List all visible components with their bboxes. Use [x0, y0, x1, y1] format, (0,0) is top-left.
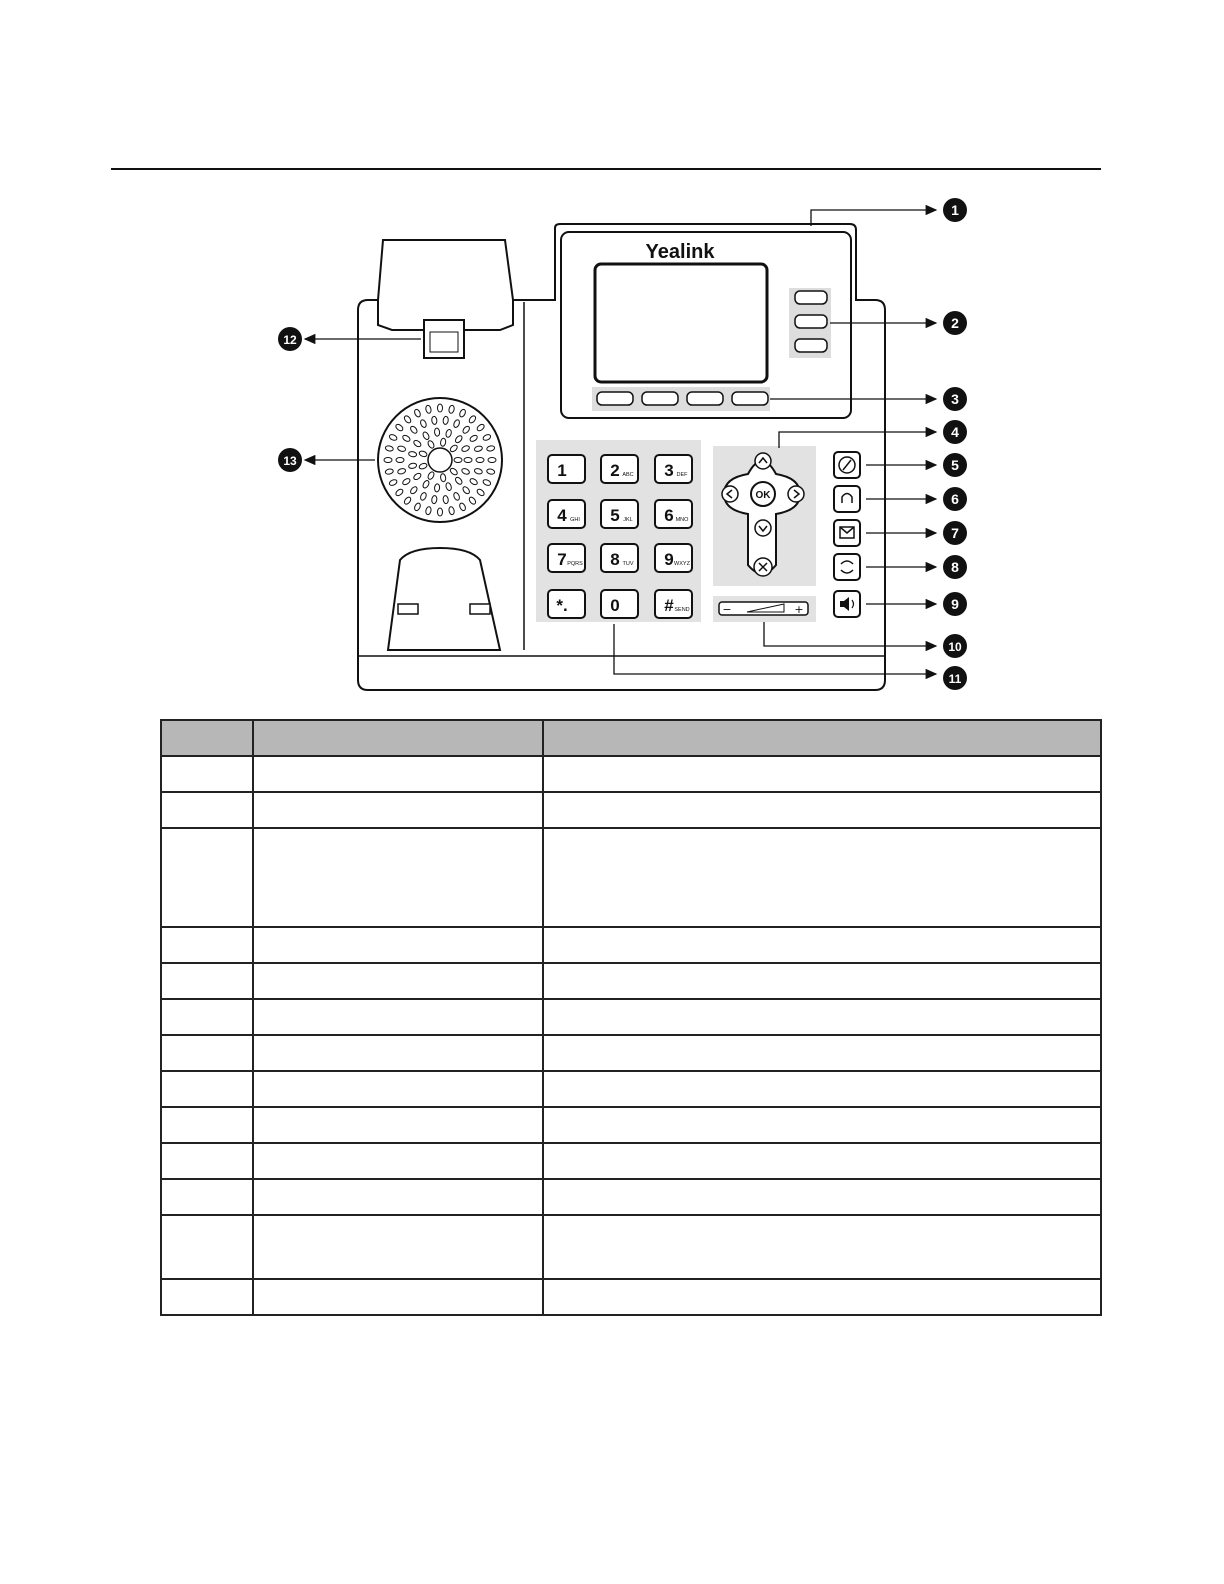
- key-digit: 4: [557, 506, 567, 525]
- cell-no: [161, 828, 253, 927]
- cell-no: [161, 1279, 253, 1315]
- cell-no: [161, 1143, 253, 1179]
- volume-plus-label: +: [794, 603, 804, 616]
- callout-8: [943, 555, 967, 579]
- callout-number: 3: [951, 391, 959, 407]
- cell-no: [161, 1035, 253, 1071]
- callout-number: 6: [951, 491, 959, 507]
- cell-item: [253, 792, 543, 828]
- table-row: [161, 999, 1101, 1035]
- soft-key-2[interactable]: [642, 392, 678, 405]
- soft-key-4[interactable]: [732, 392, 768, 405]
- cell-item: [253, 1071, 543, 1107]
- callout-10: [943, 634, 967, 658]
- callout-4: [943, 420, 967, 444]
- nav-down-key[interactable]: [755, 520, 771, 536]
- callout-number: 5: [951, 457, 959, 473]
- nav-right-key[interactable]: [788, 486, 804, 502]
- keypad-key-3[interactable]: [655, 455, 692, 483]
- cell-description: [543, 756, 1101, 792]
- table-row: [161, 1215, 1101, 1279]
- cell-no: [161, 927, 253, 963]
- callout-7: [943, 521, 967, 545]
- line-key-1[interactable]: [795, 291, 827, 304]
- cell-no: [161, 792, 253, 828]
- header-description: [543, 720, 1101, 756]
- keypad-key-4[interactable]: [548, 500, 585, 528]
- key-letters: WXYZ: [674, 561, 690, 567]
- soft-key-1[interactable]: [597, 392, 633, 405]
- cell-item: [253, 1279, 543, 1315]
- key-digit: 8: [610, 550, 620, 569]
- keypad-key-9[interactable]: [655, 544, 692, 572]
- cell-description: [543, 1279, 1101, 1315]
- table-row: [161, 1279, 1101, 1315]
- keypad-key-6[interactable]: [655, 500, 692, 528]
- cell-no: [161, 1107, 253, 1143]
- cell-description: [543, 927, 1101, 963]
- cell-item: [253, 999, 543, 1035]
- cell-description: [543, 792, 1101, 828]
- cell-description: [543, 999, 1101, 1035]
- callout-11: [943, 666, 967, 690]
- table-row: [161, 756, 1101, 792]
- callout-number: 11: [948, 672, 962, 686]
- callout-3: [943, 387, 967, 411]
- table-header-row: [161, 720, 1101, 756]
- callout-number: 8: [951, 559, 959, 575]
- callout-12: [278, 327, 302, 351]
- headset-key[interactable]: [834, 486, 860, 512]
- table-row: [161, 927, 1101, 963]
- key-digit: #: [664, 596, 674, 615]
- key-letters: JKL: [623, 517, 633, 523]
- cell-description: [543, 1035, 1101, 1071]
- callout-number: 10: [948, 640, 962, 654]
- callout-1: [943, 198, 967, 222]
- callout-number: 2: [951, 315, 959, 331]
- key-letters: GHI: [570, 517, 580, 523]
- line-key-2[interactable]: [795, 315, 827, 328]
- cell-item: [253, 828, 543, 927]
- callout-number: 13: [283, 454, 297, 468]
- key-digit: 9: [664, 550, 674, 569]
- cell-description: [543, 1179, 1101, 1215]
- cell-item: [253, 1035, 543, 1071]
- soft-key-3[interactable]: [687, 392, 723, 405]
- cell-item: [253, 1143, 543, 1179]
- key-letters: PQRS: [567, 561, 583, 567]
- key-digit: 0: [610, 596, 620, 615]
- callout-2: [943, 311, 967, 335]
- cell-description: [543, 1071, 1101, 1107]
- table-row: [161, 1107, 1101, 1143]
- cell-no: [161, 756, 253, 792]
- cell-item: [253, 927, 543, 963]
- keypad-key-12[interactable]: [655, 590, 692, 618]
- cell-description: [543, 1143, 1101, 1179]
- key-digit: 6: [664, 506, 674, 525]
- callout-5: [943, 453, 967, 477]
- callout-6: [943, 487, 967, 511]
- cell-no: [161, 963, 253, 999]
- callout-13: [278, 448, 302, 472]
- key-letters: SEND: [674, 607, 690, 613]
- cell-description: [543, 1215, 1101, 1279]
- keypad-key-7[interactable]: [548, 544, 585, 572]
- line-key-3[interactable]: [795, 339, 827, 352]
- callout-number: 9: [951, 596, 959, 612]
- header-item: [253, 720, 543, 756]
- header-no: [161, 720, 253, 756]
- key-letters: DEF: [676, 472, 688, 478]
- cell-no: [161, 1179, 253, 1215]
- cell-description: [543, 828, 1101, 927]
- callout-9: [943, 592, 967, 616]
- table-row: [161, 1035, 1101, 1071]
- cell-no: [161, 1215, 253, 1279]
- callout-number: 4: [951, 424, 959, 440]
- key-digit: 1: [557, 461, 567, 480]
- display-panel: [561, 232, 851, 418]
- phone-diagram: [0, 0, 1224, 715]
- key-letters: TUV: [622, 561, 634, 567]
- cell-description: [543, 1107, 1101, 1143]
- volume-minus-label: −: [722, 603, 732, 616]
- cell-item: [253, 963, 543, 999]
- redial-key[interactable]: [834, 554, 860, 580]
- cell-no: [161, 999, 253, 1035]
- ok-label: OK: [755, 490, 771, 501]
- table-row: [161, 963, 1101, 999]
- feature-keys: [834, 452, 860, 617]
- key-digit: 3: [664, 461, 674, 480]
- keypad-key-11[interactable]: [601, 590, 638, 618]
- keypad-key-8[interactable]: [601, 544, 638, 572]
- keypad-key-1[interactable]: [548, 455, 585, 483]
- table-row: [161, 1179, 1101, 1215]
- callout-number: 7: [951, 525, 959, 541]
- cell-item: [253, 1215, 543, 1279]
- key-digit: *.: [556, 596, 568, 615]
- cell-item: [253, 1179, 543, 1215]
- table-row: [161, 1071, 1101, 1107]
- key-digit: 7: [557, 550, 567, 569]
- cell-item: [253, 1107, 543, 1143]
- key-letters: ABC: [622, 472, 634, 478]
- brand-logo: Yealink: [645, 241, 715, 263]
- key-digit: 5: [610, 506, 620, 525]
- cell-no: [161, 1071, 253, 1107]
- table-row: [161, 792, 1101, 828]
- key-letters: MNO: [675, 517, 689, 523]
- keypad-key-5[interactable]: [601, 500, 638, 528]
- parts-table: [160, 719, 1102, 1316]
- table-row: [161, 1143, 1101, 1179]
- key-digit: 2: [610, 461, 620, 480]
- lcd-screen: [595, 264, 767, 382]
- cell-description: [543, 963, 1101, 999]
- nav-up-key[interactable]: [755, 453, 771, 469]
- keypad-key-10[interactable]: [548, 590, 585, 618]
- callout-number: 12: [283, 333, 297, 347]
- keypad-key-2[interactable]: [601, 455, 638, 483]
- nav-left-key[interactable]: [722, 486, 738, 502]
- table-row: [161, 828, 1101, 927]
- cell-item: [253, 756, 543, 792]
- speaker-grille: [378, 398, 502, 522]
- callout-number: 1: [951, 202, 959, 218]
